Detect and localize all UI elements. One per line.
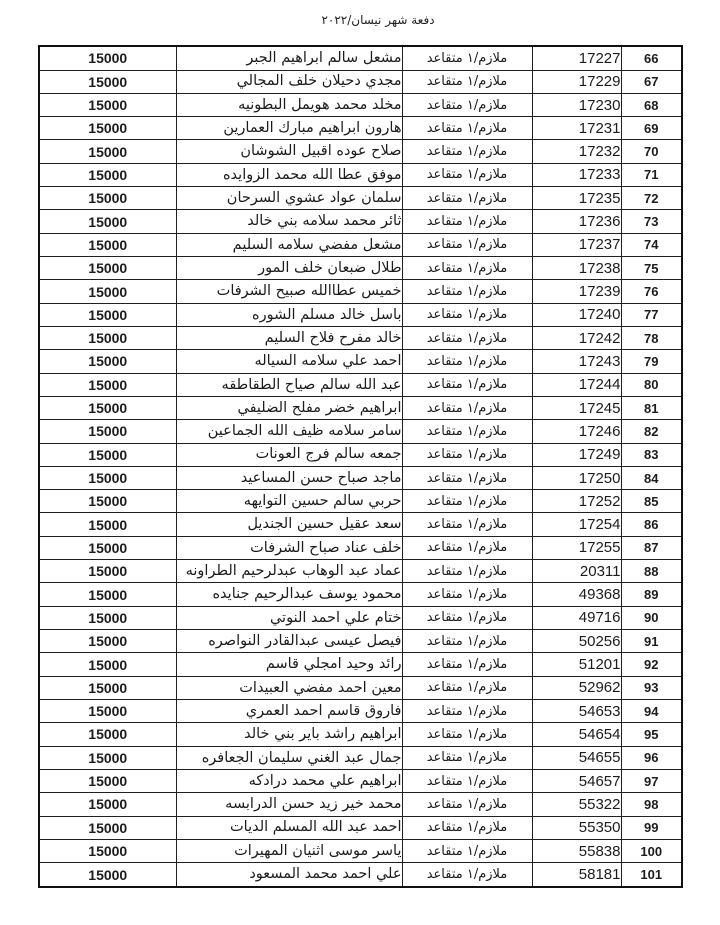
table-row <box>39 326 682 349</box>
id-cell: 17227 <box>532 46 621 70</box>
name-cell: فيصل عيسى عبدالقادر النواصره <box>176 630 402 653</box>
amount-cell: 15000 <box>39 816 176 839</box>
row-number-cell: 82 <box>621 420 682 443</box>
name-cell: باسل خالد مسلم الشوره <box>176 303 402 326</box>
id-cell: 52962 <box>532 676 621 699</box>
amount-cell: 15000 <box>39 466 176 489</box>
table-row <box>39 839 682 862</box>
table-row <box>39 280 682 303</box>
table-row <box>39 93 682 116</box>
id-cell: 20311 <box>532 560 621 583</box>
table-row <box>39 490 682 513</box>
table-row <box>39 420 682 443</box>
amount-cell: 15000 <box>39 326 176 349</box>
amount-cell: 15000 <box>39 490 176 513</box>
page-title: دفعة شهر نيسان/٢٠٢٢ <box>321 13 435 27</box>
table-row <box>39 676 682 699</box>
amount-cell: 15000 <box>39 373 176 396</box>
name-cell: خالد مفرح فلاح السليم <box>176 326 402 349</box>
rank-cell: ملازم/١ متقاعد <box>402 653 532 676</box>
row-number-cell: 93 <box>621 676 682 699</box>
rank-cell: ملازم/١ متقاعد <box>402 163 532 186</box>
row-number-cell: 75 <box>621 257 682 280</box>
amount-cell: 15000 <box>39 699 176 722</box>
row-number-cell: 101 <box>621 863 682 887</box>
id-cell: 55322 <box>532 793 621 816</box>
amount-cell: 15000 <box>39 396 176 419</box>
rank-cell: ملازم/١ متقاعد <box>402 816 532 839</box>
rank-cell: ملازم/١ متقاعد <box>402 513 532 536</box>
rank-cell: ملازم/١ متقاعد <box>402 606 532 629</box>
table-row <box>39 560 682 583</box>
table-row <box>39 373 682 396</box>
row-number-cell: 94 <box>621 699 682 722</box>
id-cell: 49716 <box>532 606 621 629</box>
id-cell: 17229 <box>532 70 621 93</box>
name-cell: خميس عطاالله صبيح الشرفات <box>176 280 402 303</box>
name-cell: سعد عقيل حسين الجنديل <box>176 513 402 536</box>
name-cell: سامر سلامه ظيف الله الجماعين <box>176 420 402 443</box>
rank-cell: ملازم/١ متقاعد <box>402 373 532 396</box>
id-cell: 17235 <box>532 187 621 210</box>
table-row <box>39 140 682 163</box>
id-cell: 55350 <box>532 816 621 839</box>
rank-cell: ملازم/١ متقاعد <box>402 536 532 559</box>
rank-cell: ملازم/١ متقاعد <box>402 490 532 513</box>
row-number-cell: 84 <box>621 466 682 489</box>
row-number-cell: 92 <box>621 653 682 676</box>
name-cell: ابراهيم خضر مفلح الضليفي <box>176 396 402 419</box>
name-cell: محمد خير زيد حسن الدرابسه <box>176 793 402 816</box>
row-number-cell: 96 <box>621 746 682 769</box>
amount-cell: 15000 <box>39 606 176 629</box>
rank-cell: ملازم/١ متقاعد <box>402 93 532 116</box>
name-cell: سلمان عواد عشوي السرحان <box>176 187 402 210</box>
amount-cell: 15000 <box>39 863 176 887</box>
table-row <box>39 466 682 489</box>
id-cell: 17250 <box>532 466 621 489</box>
name-cell: جمعه سالم فرج العونات <box>176 443 402 466</box>
rank-cell: ملازم/١ متقاعد <box>402 303 532 326</box>
rank-cell: ملازم/١ متقاعد <box>402 723 532 746</box>
row-number-cell: 74 <box>621 233 682 256</box>
table-row <box>39 233 682 256</box>
table-row <box>39 699 682 722</box>
table-row <box>39 583 682 606</box>
payment-table <box>38 45 683 888</box>
name-cell: رائد وحيد امجلي قاسم <box>176 653 402 676</box>
id-cell: 17236 <box>532 210 621 233</box>
id-cell: 49368 <box>532 583 621 606</box>
table-row <box>39 606 682 629</box>
amount-cell: 15000 <box>39 560 176 583</box>
amount-cell: 15000 <box>39 443 176 466</box>
amount-cell: 15000 <box>39 303 176 326</box>
amount-cell: 15000 <box>39 350 176 373</box>
name-cell: موفق عطا الله محمد الزوايده <box>176 163 402 186</box>
rank-cell: ملازم/١ متقاعد <box>402 466 532 489</box>
id-cell: 17233 <box>532 163 621 186</box>
id-cell: 17246 <box>532 420 621 443</box>
rank-cell: ملازم/١ متقاعد <box>402 699 532 722</box>
rank-cell: ملازم/١ متقاعد <box>402 396 532 419</box>
id-cell: 17232 <box>532 140 621 163</box>
table-row <box>39 513 682 536</box>
row-number-cell: 68 <box>621 93 682 116</box>
row-number-cell: 85 <box>621 490 682 513</box>
row-number-cell: 72 <box>621 187 682 210</box>
rank-cell: ملازم/١ متقاعد <box>402 233 532 256</box>
amount-cell: 15000 <box>39 257 176 280</box>
rank-cell: ملازم/١ متقاعد <box>402 769 532 792</box>
row-number-cell: 90 <box>621 606 682 629</box>
id-cell: 17242 <box>532 326 621 349</box>
rank-cell: ملازم/١ متقاعد <box>402 839 532 862</box>
table-row <box>39 210 682 233</box>
table-row <box>39 163 682 186</box>
amount-cell: 15000 <box>39 769 176 792</box>
id-cell: 51201 <box>532 653 621 676</box>
amount-cell: 15000 <box>39 653 176 676</box>
id-cell: 17238 <box>532 257 621 280</box>
amount-cell: 15000 <box>39 793 176 816</box>
name-cell: ثائر محمد سلامه بني خالد <box>176 210 402 233</box>
name-cell: محمود يوسف عبدالرحيم جنايده <box>176 583 402 606</box>
rank-cell: ملازم/١ متقاعد <box>402 420 532 443</box>
rank-cell: ملازم/١ متقاعد <box>402 583 532 606</box>
amount-cell: 15000 <box>39 93 176 116</box>
id-cell: 17249 <box>532 443 621 466</box>
name-cell: احمد علي سلامه السياله <box>176 350 402 373</box>
rank-cell: ملازم/١ متقاعد <box>402 210 532 233</box>
name-cell: ختام علي احمد النوتي <box>176 606 402 629</box>
amount-cell: 15000 <box>39 746 176 769</box>
amount-cell: 15000 <box>39 187 176 210</box>
table-row <box>39 303 682 326</box>
table-row <box>39 653 682 676</box>
amount-cell: 15000 <box>39 46 176 70</box>
row-number-cell: 79 <box>621 350 682 373</box>
row-number-cell: 89 <box>621 583 682 606</box>
id-cell: 54657 <box>532 769 621 792</box>
table-row <box>39 396 682 419</box>
id-cell: 54655 <box>532 746 621 769</box>
row-number-cell: 81 <box>621 396 682 419</box>
name-cell: خلف عناد صباح الشرفات <box>176 536 402 559</box>
name-cell: عبد الله سالم صياح الطقاطقه <box>176 373 402 396</box>
table-row <box>39 769 682 792</box>
table-row <box>39 816 682 839</box>
row-number-cell: 99 <box>621 816 682 839</box>
name-cell: معين احمد مفضي العبيدات <box>176 676 402 699</box>
name-cell: مشعل مفضي سلامه السليم <box>176 233 402 256</box>
id-cell: 17239 <box>532 280 621 303</box>
payment-table-body <box>39 46 682 887</box>
id-cell: 17237 <box>532 233 621 256</box>
table-row <box>39 70 682 93</box>
row-number-cell: 95 <box>621 723 682 746</box>
table-row <box>39 187 682 210</box>
amount-cell: 15000 <box>39 117 176 140</box>
name-cell: ماجد صباح حسن المساعيد <box>176 466 402 489</box>
id-cell: 17230 <box>532 93 621 116</box>
row-number-cell: 98 <box>621 793 682 816</box>
row-number-cell: 100 <box>621 839 682 862</box>
name-cell: هارون ابراهيم مبارك العمارين <box>176 117 402 140</box>
row-number-cell: 91 <box>621 630 682 653</box>
id-cell: 55838 <box>532 839 621 862</box>
name-cell: طلال ضبعان خلف المور <box>176 257 402 280</box>
id-cell: 54653 <box>532 699 621 722</box>
name-cell: فاروق قاسم احمد العمري <box>176 699 402 722</box>
id-cell: 17255 <box>532 536 621 559</box>
rank-cell: ملازم/١ متقاعد <box>402 280 532 303</box>
rank-cell: ملازم/١ متقاعد <box>402 863 532 887</box>
rank-cell: ملازم/١ متقاعد <box>402 630 532 653</box>
row-number-cell: 71 <box>621 163 682 186</box>
name-cell: ابراهيم علي محمد درادكه <box>176 769 402 792</box>
amount-cell: 15000 <box>39 140 176 163</box>
row-number-cell: 86 <box>621 513 682 536</box>
rank-cell: ملازم/١ متقاعد <box>402 140 532 163</box>
rank-cell: ملازم/١ متقاعد <box>402 187 532 210</box>
name-cell: ياسر موسى اثنيان المهيرات <box>176 839 402 862</box>
row-number-cell: 87 <box>621 536 682 559</box>
row-number-cell: 78 <box>621 326 682 349</box>
row-number-cell: 70 <box>621 140 682 163</box>
row-number-cell: 97 <box>621 769 682 792</box>
table-row <box>39 443 682 466</box>
rank-cell: ملازم/١ متقاعد <box>402 443 532 466</box>
amount-cell: 15000 <box>39 210 176 233</box>
name-cell: مشعل سالم ابراهيم الجبر <box>176 46 402 70</box>
row-number-cell: 76 <box>621 280 682 303</box>
table-row <box>39 46 682 70</box>
id-cell: 54654 <box>532 723 621 746</box>
rank-cell: ملازم/١ متقاعد <box>402 560 532 583</box>
rank-cell: ملازم/١ متقاعد <box>402 350 532 373</box>
amount-cell: 15000 <box>39 280 176 303</box>
row-number-cell: 77 <box>621 303 682 326</box>
rank-cell: ملازم/١ متقاعد <box>402 117 532 140</box>
rank-cell: ملازم/١ متقاعد <box>402 257 532 280</box>
rank-cell: ملازم/١ متقاعد <box>402 70 532 93</box>
id-cell: 17252 <box>532 490 621 513</box>
amount-cell: 15000 <box>39 630 176 653</box>
rank-cell: ملازم/١ متقاعد <box>402 676 532 699</box>
row-number-cell: 83 <box>621 443 682 466</box>
table-row <box>39 793 682 816</box>
id-cell: 17245 <box>532 396 621 419</box>
name-cell: جمال عبد الغني سليمان الجعافره <box>176 746 402 769</box>
id-cell: 50256 <box>532 630 621 653</box>
id-cell: 17231 <box>532 117 621 140</box>
amount-cell: 15000 <box>39 420 176 443</box>
table-row <box>39 536 682 559</box>
amount-cell: 15000 <box>39 536 176 559</box>
name-cell: عماد عبد الوهاب عبدلرحيم الطراونه <box>176 560 402 583</box>
amount-cell: 15000 <box>39 233 176 256</box>
table-row <box>39 350 682 373</box>
row-number-cell: 80 <box>621 373 682 396</box>
amount-cell: 15000 <box>39 70 176 93</box>
name-cell: احمد عبد الله المسلم الديات <box>176 816 402 839</box>
table-row <box>39 257 682 280</box>
amount-cell: 15000 <box>39 723 176 746</box>
table-row <box>39 746 682 769</box>
amount-cell: 15000 <box>39 839 176 862</box>
row-number-cell: 73 <box>621 210 682 233</box>
amount-cell: 15000 <box>39 583 176 606</box>
id-cell: 58181 <box>532 863 621 887</box>
row-number-cell: 88 <box>621 560 682 583</box>
amount-cell: 15000 <box>39 513 176 536</box>
row-number-cell: 67 <box>621 70 682 93</box>
table-row <box>39 630 682 653</box>
rank-cell: ملازم/١ متقاعد <box>402 746 532 769</box>
rank-cell: ملازم/١ متقاعد <box>402 793 532 816</box>
name-cell: علي احمد محمد المسعود <box>176 863 402 887</box>
table-row <box>39 117 682 140</box>
table-row <box>39 863 682 887</box>
row-number-cell: 69 <box>621 117 682 140</box>
name-cell: حربي سالم حسين التوايهه <box>176 490 402 513</box>
amount-cell: 15000 <box>39 676 176 699</box>
row-number-cell: 66 <box>621 46 682 70</box>
name-cell: مخلد محمد هويمل البطونيه <box>176 93 402 116</box>
id-cell: 17254 <box>532 513 621 536</box>
id-cell: 17240 <box>532 303 621 326</box>
rank-cell: ملازم/١ متقاعد <box>402 46 532 70</box>
rank-cell: ملازم/١ متقاعد <box>402 326 532 349</box>
id-cell: 17243 <box>532 350 621 373</box>
id-cell: 17244 <box>532 373 621 396</box>
table-row <box>39 723 682 746</box>
name-cell: مجدي دحيلان خلف المجالي <box>176 70 402 93</box>
name-cell: ابراهيم راشد باير بني خالد <box>176 723 402 746</box>
name-cell: صلاح عوده اقبيل الشوشان <box>176 140 402 163</box>
amount-cell: 15000 <box>39 163 176 186</box>
